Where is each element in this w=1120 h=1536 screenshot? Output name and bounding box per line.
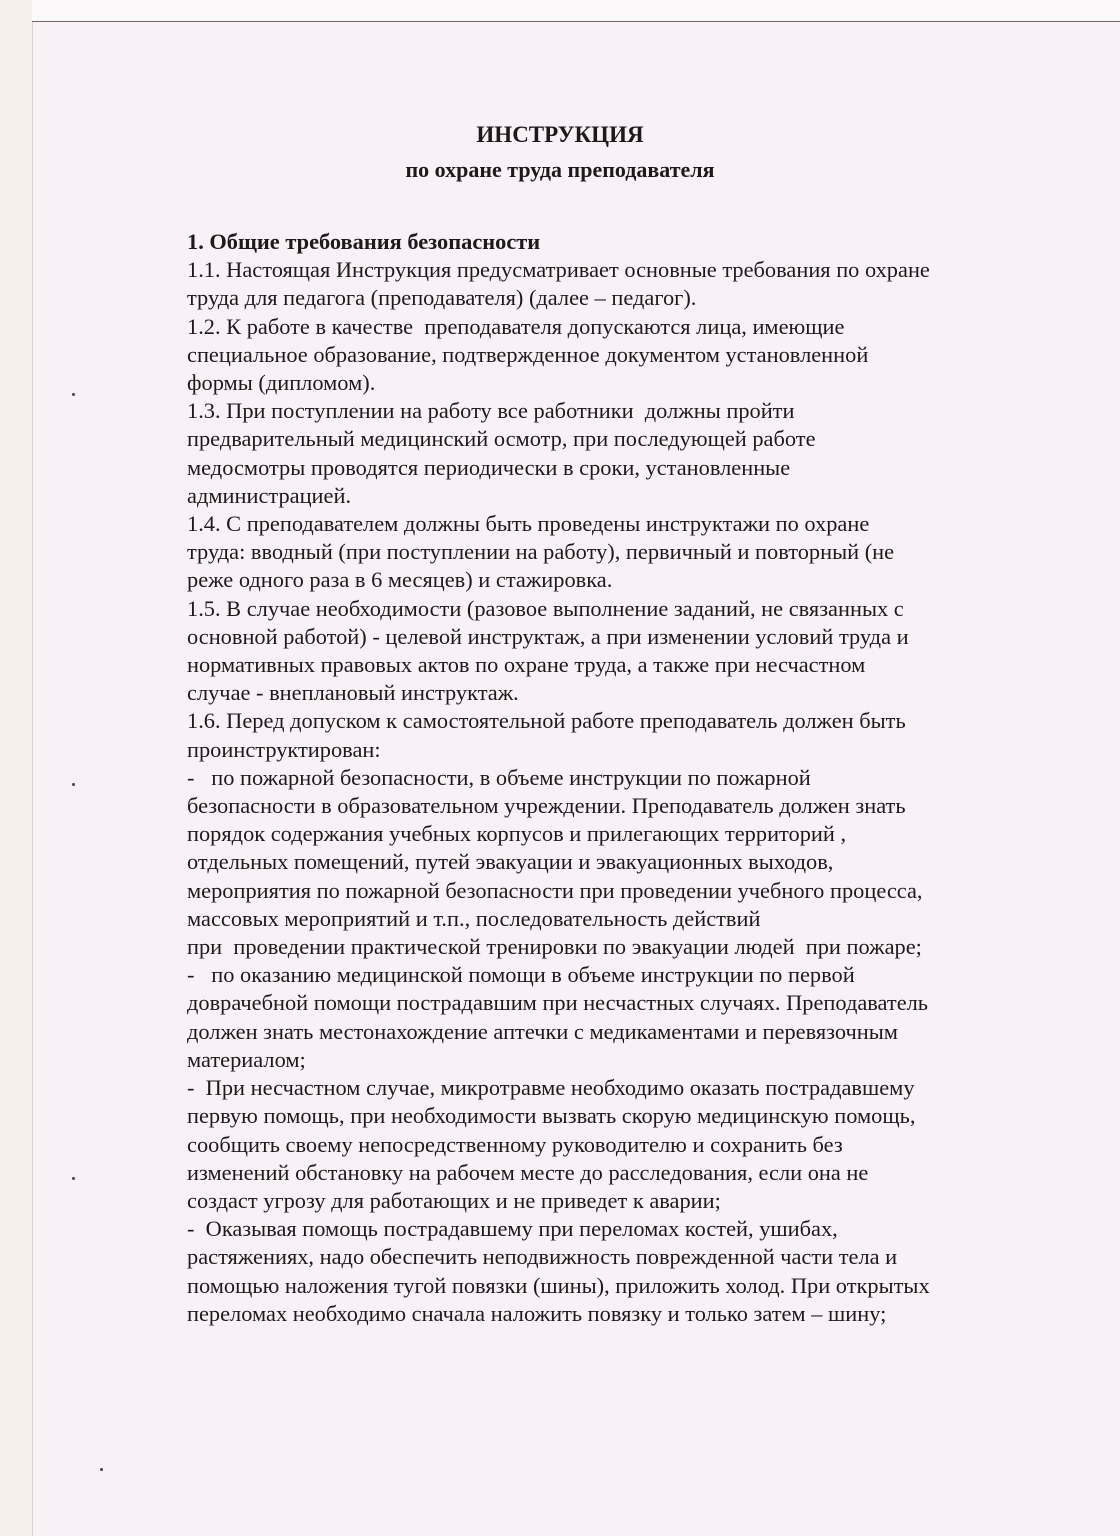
text-line: создаст угрозу для работающих и не приведет к аварии; xyxy=(187,1187,721,1213)
document-body xyxy=(187,228,1047,1328)
text-line: должен знать местонахождение аптечки с медикаментами и перевязочным xyxy=(187,1018,898,1044)
punch-mark xyxy=(72,393,75,396)
section-heading: 1. Общие требования безопасности xyxy=(187,229,541,254)
text-line: помощью наложения тугой повязки (шины), приложить холод. При открытых xyxy=(187,1272,930,1298)
punch-mark xyxy=(72,783,75,786)
text-line: 1.5. В случае необходимости (разовое выполнение заданий, не связанных с xyxy=(187,595,904,621)
text-line: растяжениях, надо обеспечить неподвижность поврежденной части тела и xyxy=(187,1244,898,1270)
text-line: отдельных помещений, путей эвакуации и эвакуационных выходов, xyxy=(187,849,834,875)
text-line: мероприятия по пожарной безопасности при проведении учебного процесса, xyxy=(187,877,923,903)
text-line: проинструктирован: xyxy=(187,736,381,762)
text-line: медосмотры проводятся периодически в сроки, установленные xyxy=(187,454,791,480)
text-line: массовых мероприятий и т.п., последовательность действий xyxy=(187,905,761,931)
text-line: - по пожарной безопасности, в объеме инструкции по пожарной xyxy=(187,764,811,790)
text-line: сообщить своему непосредственному руководителю и сохранить без xyxy=(187,1131,843,1157)
text-line: - При несчастном случае, микротравме необходимо оказать пострадавшему xyxy=(187,1075,915,1101)
text-line: порядок содержания учебных корпусов и прилегающих территорий , xyxy=(187,821,847,847)
punch-mark xyxy=(72,1177,75,1180)
text-line: формы (дипломом). xyxy=(187,370,376,396)
scan-left-edge xyxy=(0,0,33,1536)
document-subtitle: по охране труда преподавателя xyxy=(405,157,715,182)
text-line: 1.2. К работе в качестве преподавателя допускаются лица, имеющие xyxy=(187,313,845,339)
paragraph-lines xyxy=(187,256,1047,1328)
text-line: администрацией. xyxy=(187,482,352,508)
text-line: случае - внеплановый инструктаж. xyxy=(187,680,519,706)
text-line: изменений обстановку на рабочем месте до расследования, если она не xyxy=(187,1159,869,1185)
text-line: 1.1. Настоящая Инструкция предусматривает основные требования по охране xyxy=(187,257,930,283)
text-line: доврачебной помощи пострадавшим при несчастных случаях. Преподаватель xyxy=(187,990,929,1016)
text-line: переломах необходимо сначала наложить повязку и только затем – шину; xyxy=(187,1300,887,1326)
text-line: - по оказанию медицинской помощи в объеме инструкции по первой xyxy=(187,962,855,988)
text-line: первую помощь, при необходимости вызвать скорую медицинскую помощь, xyxy=(187,1103,916,1129)
text-line: 1.4. С преподавателем должны быть проведены инструктажи по охране xyxy=(187,511,870,537)
document-title: ИНСТРУКЦИЯ xyxy=(476,122,644,147)
text-line: 1.6. Перед допуском к самостоятельной работе преподаватель должен быть xyxy=(187,708,906,734)
text-line: предварительный медицинский осмотр, при последующей работе xyxy=(187,426,816,452)
text-line: труда: вводный (при поступлении на работу), первичный и повторный (не xyxy=(187,539,895,565)
text-line: реже одного раза в 6 месяцев) и стажировка. xyxy=(187,567,613,593)
punch-mark xyxy=(100,1468,103,1471)
text-line: материалом; xyxy=(187,1046,306,1072)
text-line: специальное образование, подтвержденное документом установленной xyxy=(187,341,869,367)
scan-top-edge xyxy=(32,0,1120,22)
text-line: безопасности в образовательном учреждении. Преподаватель должен знать xyxy=(187,793,906,819)
text-line: при проведении практической тренировки по эвакуации людей при пожаре; xyxy=(187,934,922,960)
text-line: - Оказывая помощь пострадавшему при переломах костей, ушибах, xyxy=(187,1216,838,1242)
text-line: основной работой) - целевой инструктаж, а при изменении условий труда и xyxy=(187,623,909,649)
text-line: нормативных правовых актов по охране труда, а также при несчастном xyxy=(187,652,866,678)
text-line: 1.3. При поступлении на работу все работники должны пройти xyxy=(187,398,795,424)
text-line: труда для педагога (преподавателя) (далее – педагог). xyxy=(187,285,697,311)
